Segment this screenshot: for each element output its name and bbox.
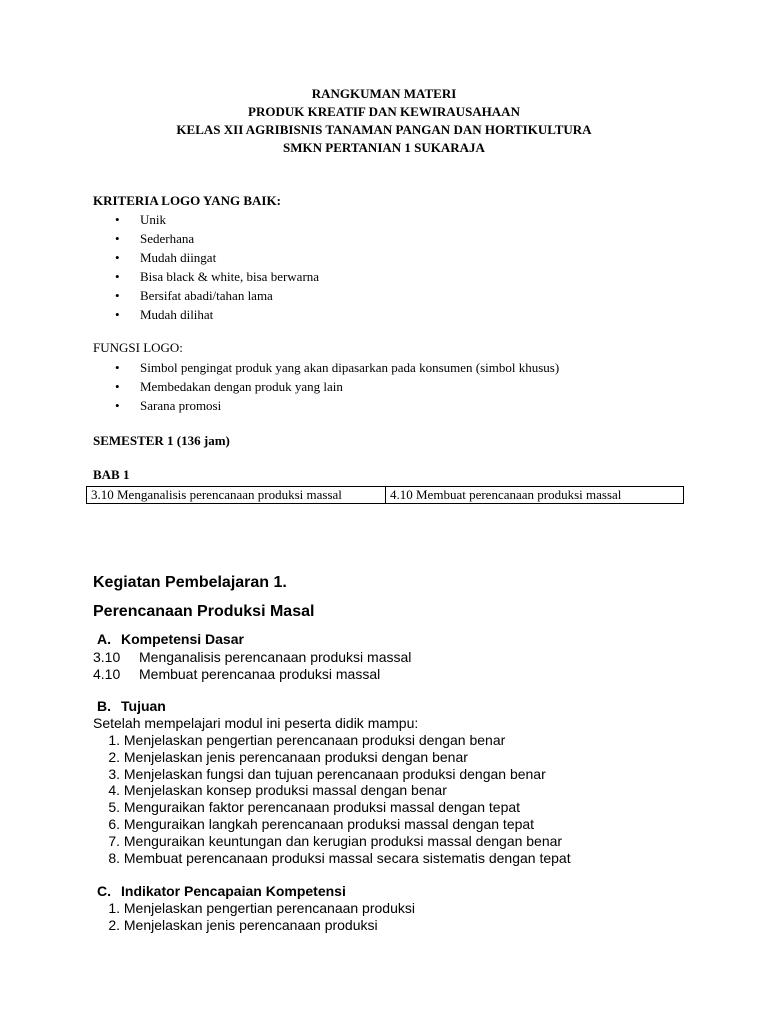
item-text: Menjelaskan jenis perencanaan produksi dengan benar [123, 748, 468, 765]
section-letter: C. [97, 883, 111, 899]
item-text: Menguraikan faktor perencanaan produksi massal dengan tepat [123, 799, 521, 816]
list-item: • Sarana promosi [93, 396, 559, 415]
item-number: 1. [108, 732, 120, 748]
section-b-heading [97, 698, 166, 714]
header-subject: PRODUK KREATIF DAN KEWIRAUSAHAAN [248, 104, 520, 119]
section-letter: B. [97, 698, 111, 714]
section-letter: A. [97, 631, 111, 647]
table-cell: 4.10 Membuat perencanaan produksi massal [386, 487, 684, 504]
item-number: 7. [108, 832, 120, 849]
list-item: • Simbol pengingat produk yang akan dipasarkan pada konsumen (simbol khusus) [93, 358, 559, 377]
kd-number: 4.10 [93, 666, 121, 682]
section-title: Kompetensi Dasar [121, 631, 244, 647]
table-row [87, 487, 684, 504]
item-number: 4. [108, 782, 120, 799]
header-school: SMKN PERTANIAN 1 SUKARAJA [283, 140, 485, 155]
item-number: 3. [108, 765, 120, 782]
kd-number: 3.10 [93, 649, 121, 665]
list-item: • Bersifat abadi/tahan lama [93, 286, 319, 305]
header-title: RANGKUMAN MATERI [311, 86, 457, 101]
kegiatan-title: Kegiatan Pembelajaran 1. [93, 574, 287, 591]
semester-title: SEMESTER 1 (136 jam) [93, 433, 230, 448]
list-item [93, 749, 571, 766]
list-item [93, 850, 571, 867]
item-text: Menjelaskan pengertian perencanaan produksi [123, 900, 415, 916]
item-number: 6. [108, 815, 120, 832]
item-number: 2. [108, 916, 120, 933]
list-item: • Mudah dilihat [93, 305, 319, 324]
bab-table [86, 486, 684, 504]
item-text: Menguraikan langkah perencanaan produksi massal dengan tepat [123, 815, 535, 832]
item-number: 1. [108, 900, 120, 916]
tujuan-list [93, 732, 571, 866]
item-text: Menguraikan keuntungan dan kerugian produksi massal dengan benar [123, 832, 563, 849]
item-text: Menjelaskan konsep produksi massal dengan benar [123, 782, 447, 799]
item-number: 2. [108, 748, 120, 765]
kd-text: Membuat perencanaa produksi massal [139, 666, 381, 682]
kd-text: Menganalisis perencanaan produksi massal [139, 649, 412, 665]
kriteria-list [93, 210, 319, 324]
list-item [93, 833, 571, 850]
list-item: • Unik [93, 210, 319, 229]
fungsi-list [93, 358, 559, 415]
list-item: • Membedakan dengan produk yang lain [93, 377, 559, 396]
item-text: Menjelaskan jenis perencanaan produksi [123, 916, 378, 933]
kd-row [93, 649, 411, 666]
section-c-heading [97, 883, 346, 899]
list-item [93, 816, 571, 833]
fungsi-title: FUNGSI LOGO: [93, 340, 183, 355]
section-title: Tujuan [121, 698, 166, 714]
table-cell: 3.10 Menganalisis perencanaan produksi massal [87, 487, 386, 504]
section-a-heading [97, 631, 244, 647]
list-item [93, 782, 571, 799]
section-title: Indikator Pencapaian Kompetensi [121, 883, 346, 899]
tujuan-intro: Setelah mempelajari modul ini peserta didik mampu: [93, 715, 419, 731]
list-item: • Mudah diingat [93, 248, 319, 267]
list-item: • Sederhana [93, 229, 319, 248]
list-item [93, 799, 571, 816]
kd-row [93, 666, 380, 683]
list-item [93, 732, 571, 749]
item-text: Menjelaskan pengertian perencanaan produksi dengan benar [123, 732, 506, 748]
bab-title: BAB 1 [93, 467, 130, 482]
list-item [93, 900, 415, 917]
item-text: Membuat perencanaan produksi massal secara sistematis dengan tepat [123, 849, 571, 866]
indikator-list [93, 900, 415, 934]
kegiatan-subtitle: Perencanaan Produksi Masal [93, 603, 315, 620]
item-number: 5. [108, 799, 120, 816]
list-item [93, 766, 571, 783]
item-number: 8. [108, 849, 120, 866]
item-text: Menjelaskan fungsi dan tujuan perencanaan produksi dengan benar [123, 765, 546, 782]
header-class: KELAS XII AGRIBISNIS TANAMAN PANGAN DAN HORTIKULTURA [176, 122, 592, 137]
document-header [0, 85, 768, 157]
list-item [93, 917, 415, 934]
kriteria-title: KRITERIA LOGO YANG BAIK: [93, 193, 281, 208]
list-item: • Bisa black & white, bisa berwarna [93, 267, 319, 286]
